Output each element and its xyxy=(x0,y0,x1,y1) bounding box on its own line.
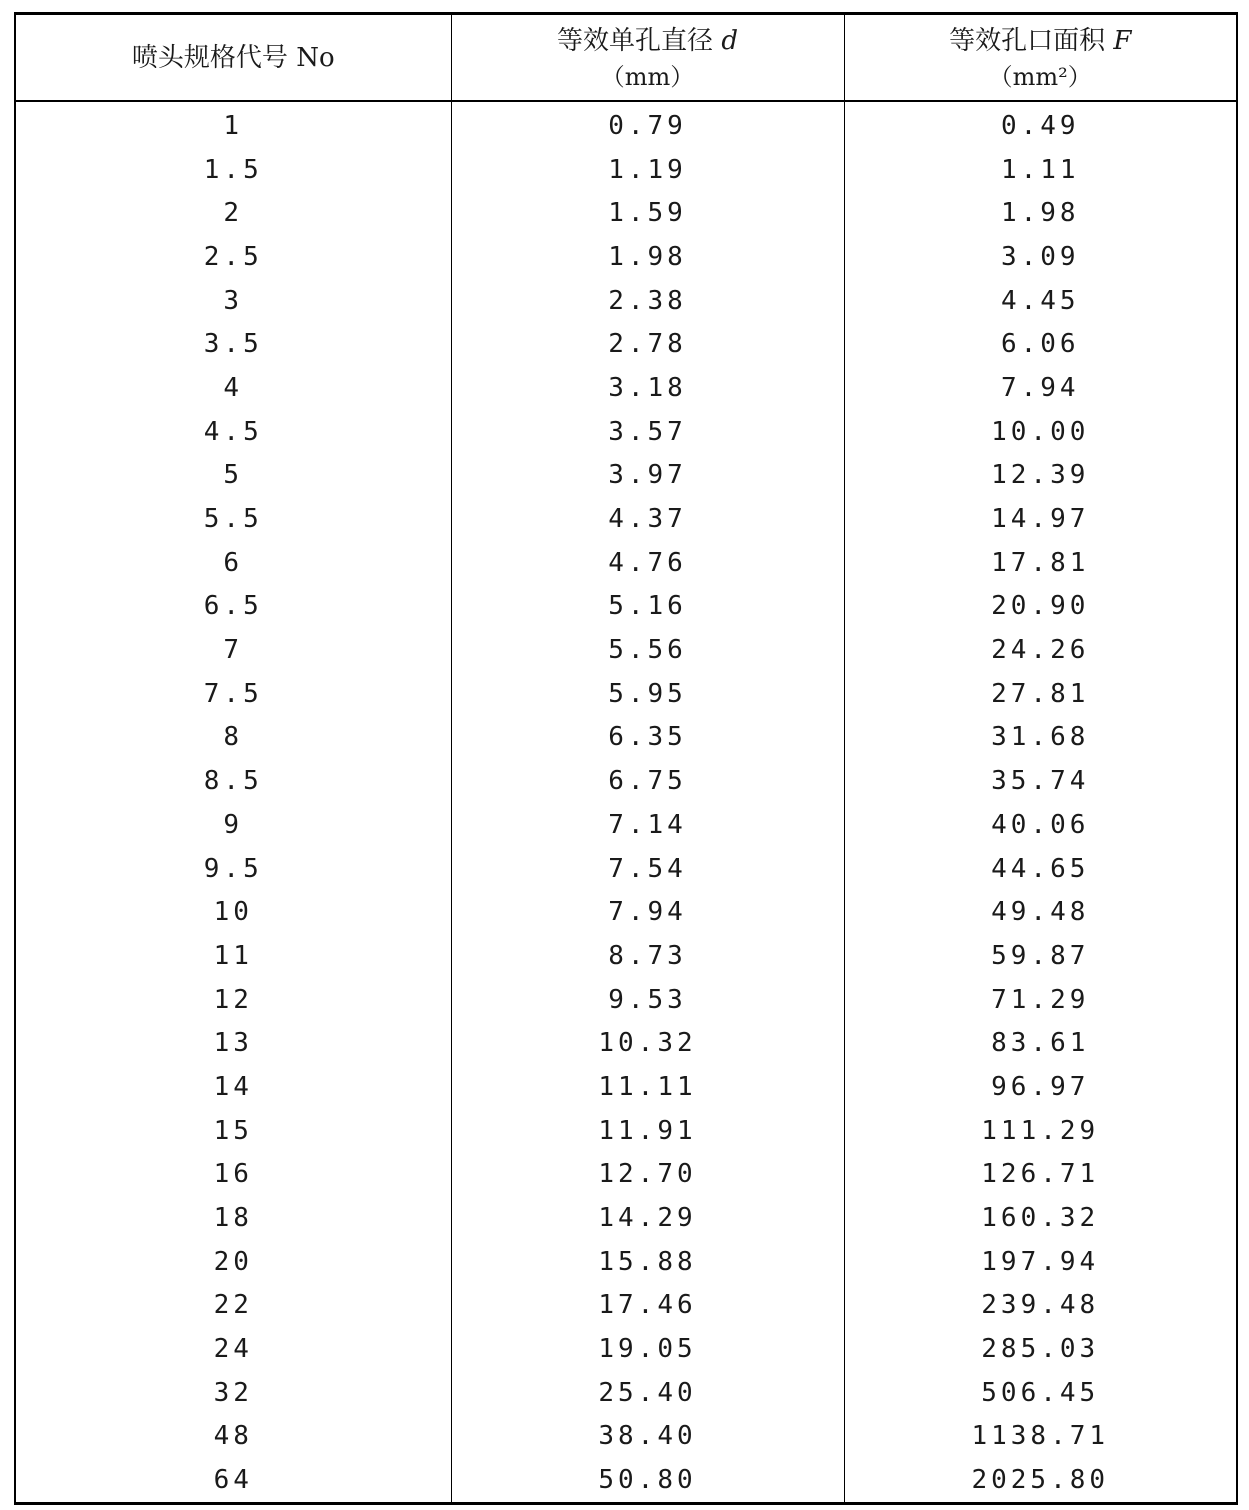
table-row xyxy=(15,1021,1237,1065)
cell-area: 14.97 xyxy=(844,497,1237,541)
cell-nozzle-code: 64 xyxy=(15,1458,451,1503)
header-diameter-var: d xyxy=(721,25,738,56)
cell-nozzle-code: 32 xyxy=(15,1371,451,1415)
cell-nozzle-code: 2.5 xyxy=(15,235,451,279)
cell-area: 59.87 xyxy=(844,934,1237,978)
cell-nozzle-code: 4 xyxy=(15,366,451,410)
table-row xyxy=(15,279,1237,323)
cell-diameter: 12.70 xyxy=(451,1153,844,1197)
cell-area: 35.74 xyxy=(844,759,1237,803)
table-row xyxy=(15,322,1237,366)
cell-diameter: 1.98 xyxy=(451,235,844,279)
cell-area: 40.06 xyxy=(844,803,1237,847)
table-row xyxy=(15,978,1237,1022)
cell-nozzle-code: 14 xyxy=(15,1065,451,1109)
cell-diameter: 4.37 xyxy=(451,497,844,541)
table-row xyxy=(15,1371,1237,1415)
cell-area: 31.68 xyxy=(844,716,1237,760)
table-row xyxy=(15,1284,1237,1328)
table-row xyxy=(15,235,1237,279)
table-row xyxy=(15,847,1237,891)
cell-nozzle-code: 16 xyxy=(15,1153,451,1197)
header-area-var: F xyxy=(1113,25,1132,56)
cell-nozzle-code: 10 xyxy=(15,890,451,934)
cell-nozzle-code: 48 xyxy=(15,1415,451,1459)
cell-diameter: 25.40 xyxy=(451,1371,844,1415)
cell-diameter: 11.91 xyxy=(451,1109,844,1153)
cell-nozzle-code: 2 xyxy=(15,191,451,235)
header-diameter-unit: （mm） xyxy=(600,62,695,91)
cell-nozzle-code: 12 xyxy=(15,978,451,1022)
cell-nozzle-code: 11 xyxy=(15,934,451,978)
cell-area: 44.65 xyxy=(844,847,1237,891)
header-row xyxy=(15,14,1237,102)
cell-nozzle-code: 9.5 xyxy=(15,847,451,891)
cell-diameter: 3.18 xyxy=(451,366,844,410)
cell-diameter: 9.53 xyxy=(451,978,844,1022)
cell-area: 20.90 xyxy=(844,585,1237,629)
cell-area: 111.29 xyxy=(844,1109,1237,1153)
header-area-label: 等效孔口面积 xyxy=(949,25,1106,56)
cell-diameter: 5.95 xyxy=(451,672,844,716)
cell-nozzle-code: 7.5 xyxy=(15,672,451,716)
cell-area: 1138.71 xyxy=(844,1415,1237,1459)
header-area-unit: （mm²） xyxy=(988,62,1092,91)
cell-area: 0.49 xyxy=(844,101,1237,148)
cell-area: 27.81 xyxy=(844,672,1237,716)
cell-nozzle-code: 22 xyxy=(15,1284,451,1328)
table-row xyxy=(15,890,1237,934)
cell-area: 285.03 xyxy=(844,1327,1237,1371)
table-body xyxy=(15,101,1237,1504)
cell-nozzle-code: 24 xyxy=(15,1327,451,1371)
cell-area: 7.94 xyxy=(844,366,1237,410)
cell-area: 12.39 xyxy=(844,454,1237,498)
cell-area: 197.94 xyxy=(844,1240,1237,1284)
cell-diameter: 4.76 xyxy=(451,541,844,585)
cell-diameter: 7.54 xyxy=(451,847,844,891)
cell-area: 96.97 xyxy=(844,1065,1237,1109)
cell-diameter: 5.56 xyxy=(451,628,844,672)
cell-area: 83.61 xyxy=(844,1021,1237,1065)
table-row xyxy=(15,410,1237,454)
cell-nozzle-code: 6 xyxy=(15,541,451,585)
cell-nozzle-code: 3 xyxy=(15,279,451,323)
cell-diameter: 10.32 xyxy=(451,1021,844,1065)
cell-nozzle-code: 18 xyxy=(15,1196,451,1240)
nozzle-spec-table xyxy=(14,12,1238,1505)
cell-nozzle-code: 6.5 xyxy=(15,585,451,629)
cell-nozzle-code: 5 xyxy=(15,454,451,498)
table-row xyxy=(15,1109,1237,1153)
header-area xyxy=(844,14,1237,102)
cell-diameter: 2.38 xyxy=(451,279,844,323)
cell-nozzle-code: 15 xyxy=(15,1109,451,1153)
cell-diameter: 8.73 xyxy=(451,934,844,978)
cell-diameter: 3.97 xyxy=(451,454,844,498)
cell-nozzle-code: 20 xyxy=(15,1240,451,1284)
cell-diameter: 11.11 xyxy=(451,1065,844,1109)
table-row xyxy=(15,934,1237,978)
table-row xyxy=(15,759,1237,803)
table-header xyxy=(15,14,1237,102)
cell-diameter: 14.29 xyxy=(451,1196,844,1240)
cell-area: 4.45 xyxy=(844,279,1237,323)
cell-diameter: 19.05 xyxy=(451,1327,844,1371)
header-diameter-label: 等效单孔直径 xyxy=(557,25,714,56)
cell-area: 160.32 xyxy=(844,1196,1237,1240)
table-row xyxy=(15,1327,1237,1371)
cell-nozzle-code: 5.5 xyxy=(15,497,451,541)
table-row xyxy=(15,585,1237,629)
cell-nozzle-code: 4.5 xyxy=(15,410,451,454)
cell-diameter: 17.46 xyxy=(451,1284,844,1328)
header-diameter xyxy=(451,14,844,102)
cell-nozzle-code: 1.5 xyxy=(15,148,451,192)
cell-diameter: 38.40 xyxy=(451,1415,844,1459)
table-row xyxy=(15,672,1237,716)
table-row xyxy=(15,148,1237,192)
cell-area: 239.48 xyxy=(844,1284,1237,1328)
cell-area: 1.11 xyxy=(844,148,1237,192)
table-row xyxy=(15,1065,1237,1109)
cell-area: 24.26 xyxy=(844,628,1237,672)
cell-diameter: 7.14 xyxy=(451,803,844,847)
cell-area: 2025.80 xyxy=(844,1458,1237,1503)
cell-diameter: 50.80 xyxy=(451,1458,844,1503)
table-row xyxy=(15,1196,1237,1240)
cell-nozzle-code: 8.5 xyxy=(15,759,451,803)
table-row xyxy=(15,191,1237,235)
cell-nozzle-code: 8 xyxy=(15,716,451,760)
cell-diameter: 0.79 xyxy=(451,101,844,148)
cell-diameter: 5.16 xyxy=(451,585,844,629)
cell-diameter: 7.94 xyxy=(451,890,844,934)
cell-nozzle-code: 7 xyxy=(15,628,451,672)
cell-area: 10.00 xyxy=(844,410,1237,454)
header-nozzle-code-label: 喷头规格代号 xyxy=(131,42,288,73)
cell-nozzle-code: 9 xyxy=(15,803,451,847)
table-row xyxy=(15,803,1237,847)
cell-area: 506.45 xyxy=(844,1371,1237,1415)
cell-area: 71.29 xyxy=(844,978,1237,1022)
cell-diameter: 6.35 xyxy=(451,716,844,760)
table-row xyxy=(15,1415,1237,1459)
cell-diameter: 1.59 xyxy=(451,191,844,235)
table-row xyxy=(15,497,1237,541)
table-row xyxy=(15,541,1237,585)
cell-area: 3.09 xyxy=(844,235,1237,279)
cell-diameter: 3.57 xyxy=(451,410,844,454)
table-row xyxy=(15,454,1237,498)
cell-nozzle-code: 13 xyxy=(15,1021,451,1065)
cell-nozzle-code: 1 xyxy=(15,101,451,148)
cell-area: 1.98 xyxy=(844,191,1237,235)
header-nozzle-code xyxy=(15,14,451,102)
cell-area: 49.48 xyxy=(844,890,1237,934)
cell-area: 6.06 xyxy=(844,322,1237,366)
cell-area: 17.81 xyxy=(844,541,1237,585)
cell-nozzle-code: 3.5 xyxy=(15,322,451,366)
cell-diameter: 15.88 xyxy=(451,1240,844,1284)
table-row xyxy=(15,366,1237,410)
table-row xyxy=(15,1153,1237,1197)
cell-area: 126.71 xyxy=(844,1153,1237,1197)
cell-diameter: 6.75 xyxy=(451,759,844,803)
table-row xyxy=(15,716,1237,760)
cell-diameter: 1.19 xyxy=(451,148,844,192)
cell-diameter: 2.78 xyxy=(451,322,844,366)
table-row xyxy=(15,628,1237,672)
table-row xyxy=(15,1240,1237,1284)
table-row xyxy=(15,101,1237,148)
table-row xyxy=(15,1458,1237,1503)
header-nozzle-code-var: No xyxy=(296,42,335,73)
